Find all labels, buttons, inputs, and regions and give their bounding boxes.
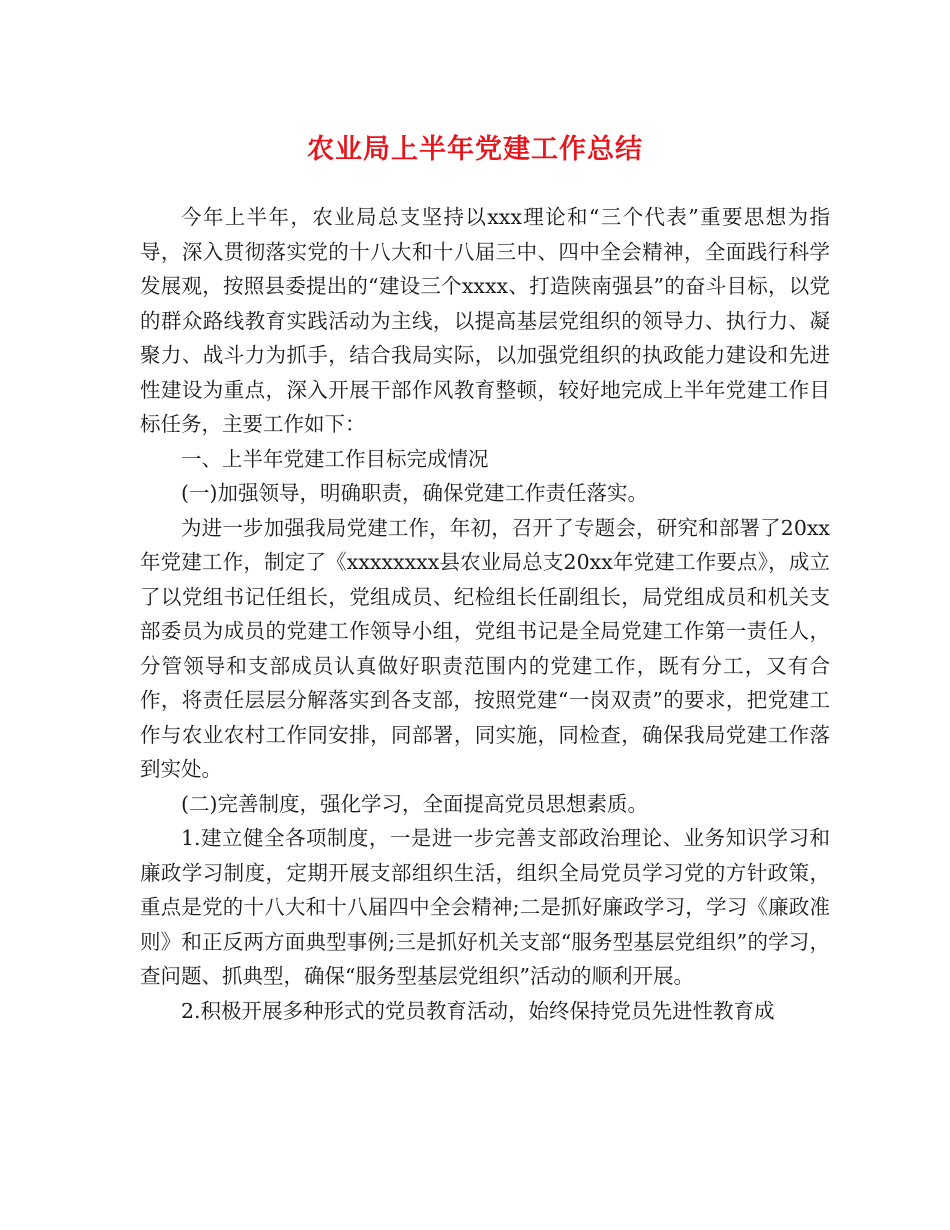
section-heading-1: 一、上半年党建工作目标完成情况 <box>181 446 489 471</box>
paragraph-leadership: 为进一步加强我局党建工作，年初，召开了专题会，研究和部署了20xx年党建工作，制定了《xxxxxxxx县农业局总支20xx年党建工作要点》，成立了以党组书记任组长，党组成员、纪检组长任副组长，局党组成员和机关支部委员为成员的党建工作领导小组，党组书记是全局党建工作第一责任人，分管领导和支部成员认真做好职责范围内的党建工作，既有分工，又有合作，将责任层层分解落实到各支部，按照党建“一岗双责”的要求，把党建工作与农业农村工作同安排，同部署，同实施，同检查，确保我局党建工作落到实处。 <box>140 515 830 781</box>
paragraph-item-1: 1.建立健全各项制度，一是进一步完善支部政治理论、业务知识学习和廉政学习制度，定期开展支部组织生活，组织全局党员学习党的方针政策，重点是党的十八大和十八届四中全会精神;二是抓好廉政学习，学习《廉政准则》和正反两方面典型事例;三是抓好机关支部“服务型基层党组织”的学习，查问题、抓典型，确保“服务型基层党组织”活动的顺利开展。 <box>140 826 830 988</box>
paragraph-item-2: 2.积极开展多种形式的党员教育活动，始终保持党员先进性教育成 <box>181 998 775 1023</box>
subsection-heading-2: (二)完善制度，强化学习，全面提高党员思想素质。 <box>181 791 648 816</box>
subsection-heading-1: (一)加强领导，明确职责，确保党建工作责任落实。 <box>181 481 648 505</box>
paragraph-intro: 今年上半年，农业局总支坚持以xxx理论和“三个代表”重要思想为指导，深入贯彻落实党的十八大和十八届三中、四中全会精神，全面践行科学发展观，按照县委提出的“建设三个xxxx、打造陕南强县”的奋斗目标，以党的群众路线教育实践活动为主线，以提高基层党组织的领导力、执行力、凝聚力、战斗力为抓手，结合我局实际，以加强党组织的执政能力建设和先进性建设为重点，深入开展干部作风教育整顿，较好地完成上半年党建工作目标任务，主要工作如下： <box>140 205 830 436</box>
document-title: 农业局上半年党建工作总结 <box>307 134 643 165</box>
document-body <box>140 200 830 1028</box>
